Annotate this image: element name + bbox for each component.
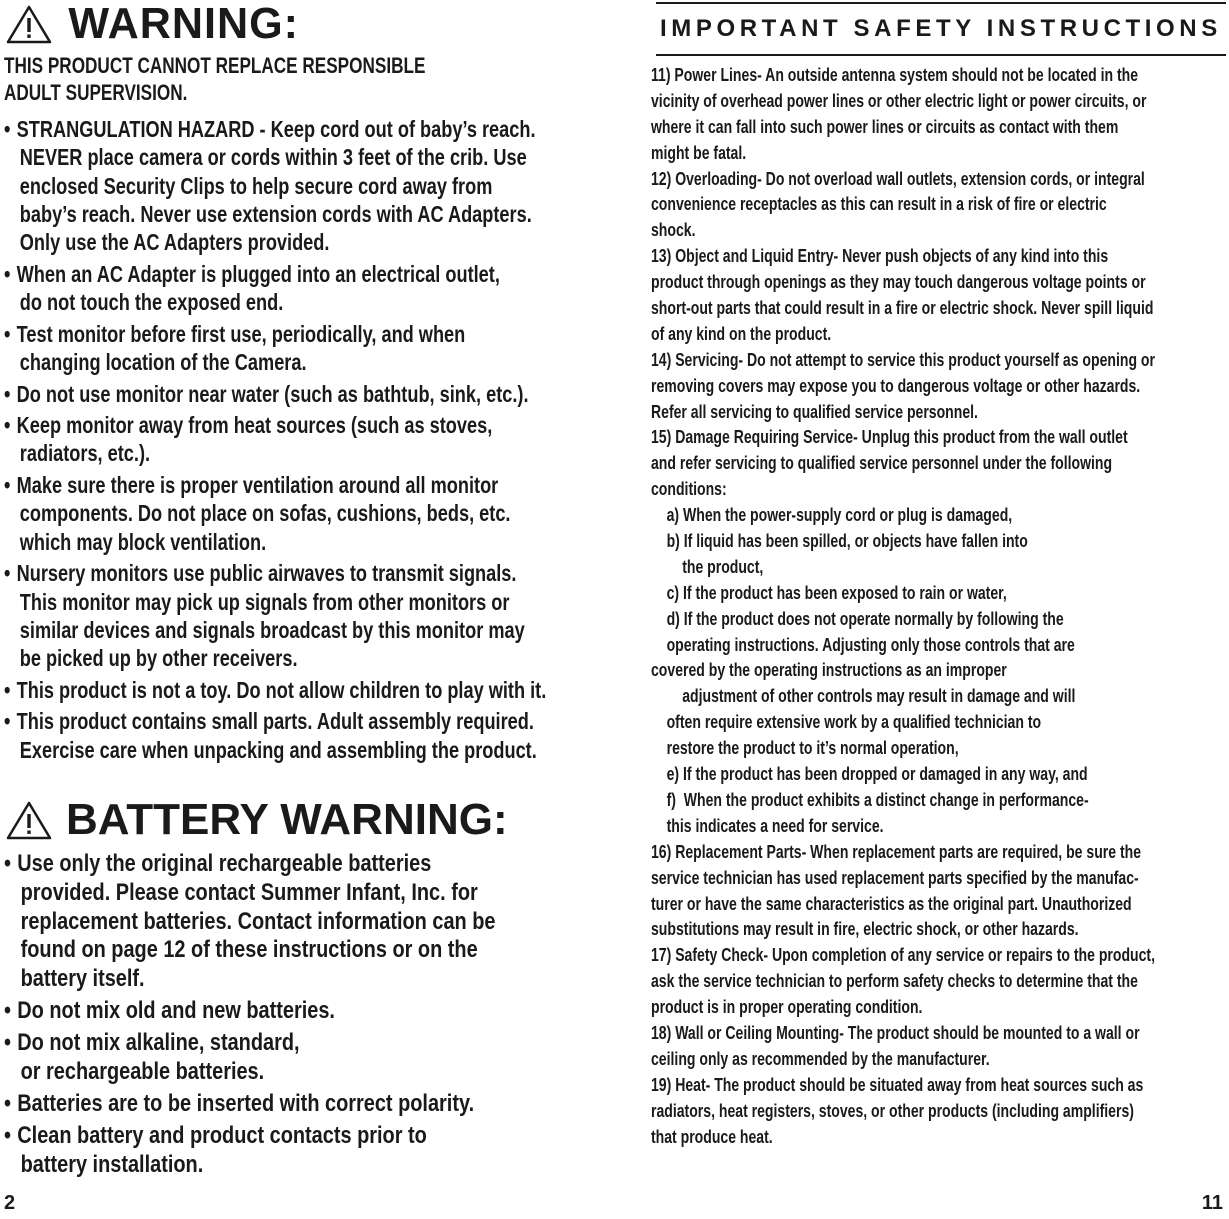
instruction-line: 17) Safety Check- Upon completion of any service or repairs to the product,: [651, 945, 1156, 966]
instruction-line: might be fatal.: [651, 142, 747, 163]
bullet-text: changing location of the Camera.: [19, 348, 307, 375]
bullet-item: [4, 471, 690, 556]
bullet-line: [4, 115, 546, 143]
bullet-line: [4, 439, 546, 467]
instruction-line: c) If the product has been exposed to rain or water,: [651, 582, 1007, 603]
bullet-text: provided. Please contact Summer Infant, Inc. for: [20, 878, 478, 906]
instruction-line: turer or have the same characteristics as the original part. Unauthorized: [651, 893, 1132, 914]
bullet-text: be picked up by other receivers.: [19, 645, 298, 672]
bullet-line: [4, 879, 495, 908]
instruction-line: f) When the product exhibits a distinct change in performance-: [651, 789, 1089, 810]
bullet-text: battery installation.: [20, 1150, 204, 1178]
instruction-line: d) If the product does not operate normally by following the: [651, 608, 1064, 629]
bullet-dot-icon: •: [4, 850, 11, 877]
instruction-line: b) If liquid has been spilled, or objects have fallen into: [651, 531, 1028, 552]
supervision-line: ADULT SUPERVISION.: [4, 80, 188, 105]
bullet-line: [4, 616, 546, 644]
bullet-text: Test monitor before first use, periodically, and when: [16, 320, 466, 347]
warning-triangle-icon: [6, 4, 52, 44]
instruction-line: product is in proper operating condition.: [651, 997, 923, 1018]
bullet-line: [4, 997, 495, 1026]
bullet-text: Do not use monitor near water (such as bathtub, sink, etc.).: [16, 380, 529, 407]
warning-title: WARNING:: [68, 0, 299, 48]
bullet-line: [4, 1090, 495, 1119]
instruction-line: that produce heat.: [651, 1126, 773, 1147]
page-number-right: 11: [1201, 1192, 1223, 1214]
battery-bullet-list: [4, 850, 596, 1180]
supervision-notice: [4, 52, 425, 106]
bullet-line: [4, 707, 546, 735]
bullet-text: Clean battery and product contacts prior to: [17, 1121, 427, 1149]
bullet-text: Keep monitor away from heat sources (such as stoves,: [16, 412, 493, 439]
bullet-line: [4, 499, 546, 527]
instruction-line: often require extensive work by a qualified technician to: [651, 712, 1042, 733]
bullet-text: NEVER place camera or cords within 3 feet of the crib. Use: [19, 144, 527, 171]
bullet-text: baby’s reach. Never use extension cords with AC Adapters.: [19, 200, 532, 227]
bullet-line: [4, 936, 495, 965]
bullet-line: [4, 348, 546, 376]
bullet-item: [4, 850, 596, 994]
warning-triangle-icon: [6, 800, 52, 840]
bullet-text: Do not mix old and new batteries.: [17, 997, 335, 1025]
bullet-dot-icon: •: [4, 116, 11, 142]
bullet-text: Make sure there is proper ventilation around all monitor: [16, 472, 499, 499]
bullet-item: [4, 1090, 596, 1119]
bullet-item: [4, 320, 690, 377]
instruction-line: substitutions may result in fire, electric shock, or other hazards.: [651, 919, 1079, 940]
supervision-line: THIS PRODUCT CANNOT REPLACE RESPONSIBLE: [4, 53, 426, 78]
bullet-line: [4, 559, 546, 587]
bullet-item: [4, 676, 690, 704]
instruction-line: 16) Replacement Parts- When replacement parts are required, be sure the: [651, 841, 1142, 862]
bullet-dot-icon: •: [4, 260, 11, 287]
bullet-line: [4, 965, 495, 994]
bullet-text: radiators, etc.).: [19, 440, 151, 467]
bullet-dot-icon: •: [4, 1121, 11, 1149]
instruction-line: Refer all servicing to qualified service personnel.: [651, 401, 978, 422]
instruction-line: covered by the operating instructions as an improper: [651, 660, 1007, 681]
bullet-text: This monitor may pick up signals from other monitors or: [19, 588, 510, 615]
bullet-line: [4, 528, 546, 556]
instruction-line: short-out parts that could result in a fire or electric shock. Never spill liquid: [651, 298, 1154, 319]
instruction-line: restore the product to it’s normal operation,: [651, 738, 959, 759]
instruction-line: conditions:: [651, 479, 727, 500]
bullet-item: [4, 997, 596, 1026]
bullet-item: [4, 707, 690, 764]
bullet-line: [4, 676, 546, 704]
instruction-line: 14) Servicing- Do not attempt to service this product yourself as opening or: [651, 349, 1155, 370]
bullet-text: enclosed Security Clips to help secure cord away from: [19, 172, 493, 199]
bullet-text: This product is not a toy. Do not allow children to play with it.: [16, 676, 547, 703]
bullet-line: [4, 228, 546, 256]
bullet-text: or rechargeable batteries.: [20, 1057, 265, 1085]
bullet-line: [4, 320, 546, 348]
bullet-dot-icon: •: [4, 708, 11, 735]
bullet-text: replacement batteries. Contact information can be: [20, 907, 496, 935]
bullet-item: [4, 260, 690, 317]
instruction-line: 11) Power Lines- An outside antenna system should not be located in the: [651, 65, 1139, 85]
page-number-left: 2: [4, 1192, 16, 1214]
bullet-text: similar devices and signals broadcast by this monitor may: [19, 616, 525, 643]
instruction-line: 18) Wall or Ceiling Mounting- The product should be mounted to a wall or: [651, 1022, 1140, 1043]
instruction-line: convenience receptacles as this can result in a risk of fire or electric: [651, 194, 1107, 215]
bullet-dot-icon: •: [4, 676, 11, 703]
instruction-line: service technician has used replacement parts specified by the manufac-: [651, 867, 1139, 888]
bullet-line: [4, 850, 495, 879]
bullet-item: [4, 1029, 596, 1087]
bullet-text: do not touch the exposed end.: [19, 289, 284, 316]
bullet-line: [4, 908, 495, 937]
battery-warning-heading: [6, 795, 508, 844]
instruction-line: ask the service technician to perform safety checks to determine that the: [651, 971, 1138, 992]
instruction-line: where it can fall into such power lines or circuits as contact with them: [651, 116, 1119, 137]
bullet-line: [4, 288, 546, 316]
instruction-line: and refer servicing to qualified service personnel under the following: [651, 453, 1113, 474]
bullet-text: Do not mix alkaline, standard,: [17, 1029, 300, 1057]
instruction-line: e) If the product has been dropped or damaged in any way, and: [651, 764, 1088, 785]
bullet-dot-icon: •: [4, 320, 11, 347]
warning-bullet-list: [4, 115, 690, 764]
bullet-item: [4, 411, 690, 468]
instruction-line: operating instructions. Adjusting only those controls that are: [651, 634, 1075, 655]
instruction-line: 15) Damage Requiring Service- Unplug this product from the wall outlet: [651, 427, 1128, 448]
instruction-line: radiators, heat registers, stoves, or other products (including amplifiers): [651, 1100, 1134, 1121]
bullet-line: [4, 260, 546, 288]
bullet-line: [4, 411, 546, 439]
bullet-line: [4, 143, 546, 171]
bullet-line: [4, 588, 546, 616]
bullet-line: [4, 172, 546, 200]
bullet-item: [4, 559, 690, 672]
bullet-dot-icon: •: [4, 380, 11, 407]
bullet-text: Use only the original rechargeable batteries: [17, 850, 432, 877]
bullet-text: STRANGULATION HAZARD - Keep cord out of baby’s reach.: [16, 116, 536, 142]
bullet-dot-icon: •: [4, 560, 11, 587]
safety-instructions-text: [651, 63, 1229, 1150]
bullet-dot-icon: •: [4, 997, 11, 1025]
instruction-line: shock.: [651, 220, 696, 241]
instruction-line: this indicates a need for service.: [651, 815, 884, 836]
bullet-text: Nursery monitors use public airwaves to transmit signals.: [16, 560, 517, 587]
bullet-text: This product contains small parts. Adult assembly required.: [16, 708, 534, 735]
bullet-item: [4, 1122, 596, 1180]
instruction-line: vicinity of overhead power lines or other electric light or power circuits, or: [651, 90, 1147, 111]
instruction-line: 13) Object and Liquid Entry- Never push objects of any kind into this: [651, 246, 1109, 267]
instruction-line: 19) Heat- The product should be situated away from heat sources such as: [651, 1074, 1144, 1095]
bullet-text: Only use the AC Adapters provided.: [19, 229, 330, 256]
bullet-item: [4, 115, 690, 256]
bullet-dot-icon: •: [4, 412, 11, 439]
bullet-text: Exercise care when unpacking and assembling the product.: [19, 736, 537, 763]
instruction-line: removing covers may expose you to dangerous voltage or other hazards.: [651, 375, 1141, 396]
bullet-dot-icon: •: [4, 1029, 11, 1057]
bullet-line: [4, 1058, 495, 1087]
instruction-line: ceiling only as recommended by the manufacturer.: [651, 1048, 990, 1069]
bullet-text: Batteries are to be inserted with correct polarity.: [17, 1089, 475, 1117]
bullet-item: [4, 380, 690, 408]
bullet-dot-icon: •: [4, 1089, 11, 1117]
bullet-text: components. Do not place on sofas, cushions, beds, etc.: [19, 500, 511, 527]
bullet-text: battery itself.: [20, 965, 145, 993]
instruction-line: of any kind on the product.: [651, 323, 832, 344]
instruction-line: product through openings as they may touch dangerous voltage points or: [651, 272, 1146, 293]
bullet-text: When an AC Adapter is plugged into an electrical outlet,: [16, 260, 500, 287]
battery-warning-title: BATTERY WARNING:: [66, 795, 508, 844]
instruction-line: the product,: [651, 556, 764, 577]
bullet-line: [4, 1151, 495, 1180]
instruction-line: 12) Overloading- Do not overload wall outlets, extension cords, or integral: [651, 168, 1145, 189]
bullet-dot-icon: •: [4, 472, 11, 499]
bullet-line: [4, 1122, 495, 1151]
instruction-line: adjustment of other controls may result in damage and will: [651, 686, 1076, 707]
instruction-line: a) When the power-supply cord or plug is damaged,: [651, 505, 1013, 526]
bullet-text: found on page 12 of these instructions or on the: [20, 936, 478, 964]
bullet-line: [4, 200, 546, 228]
bullet-text: which may block ventilation.: [19, 528, 267, 555]
bullet-line: [4, 1029, 495, 1058]
bullet-line: [4, 471, 546, 499]
section-header-title: IMPORTANT SAFETY INSTRUCTIONS: [660, 15, 1222, 42]
bullet-line: [4, 736, 546, 764]
bullet-line: [4, 380, 546, 408]
section-header: [656, 2, 1226, 56]
bullet-line: [4, 644, 546, 672]
warning-heading: [6, 2, 301, 46]
